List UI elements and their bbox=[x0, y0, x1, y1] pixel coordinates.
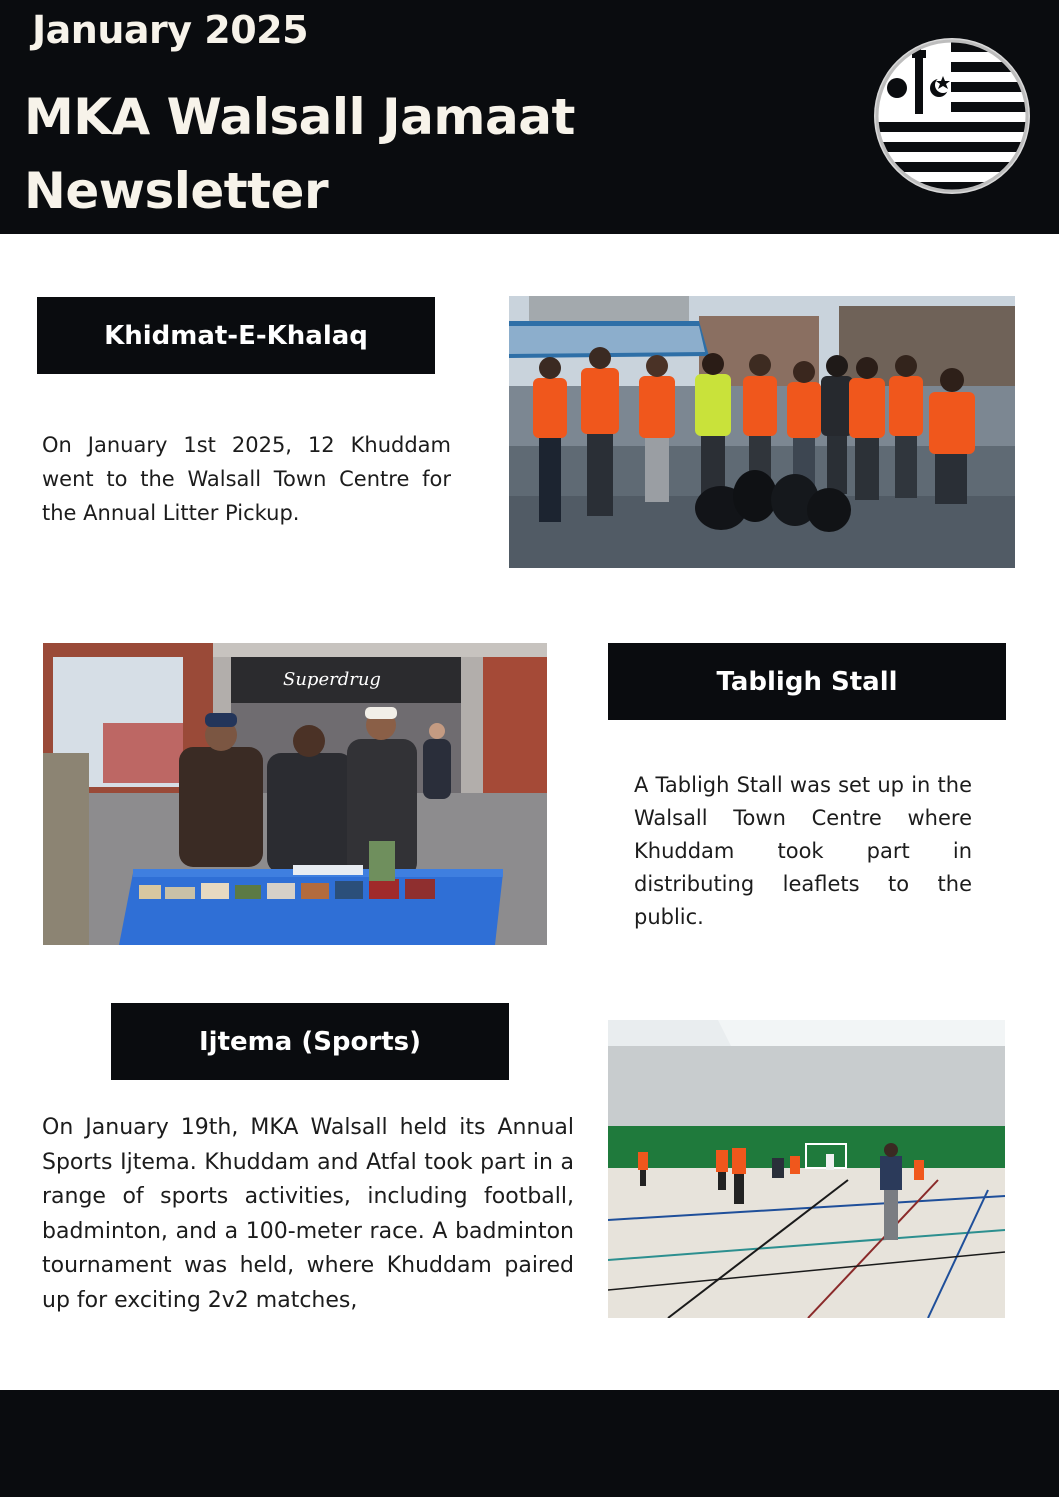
newsletter-title: MKA Walsall Jamaat Newsletter bbox=[24, 88, 575, 220]
newsletter-header bbox=[0, 0, 1059, 234]
issue-date: January 2025 bbox=[32, 8, 309, 52]
photo-litter-pickup bbox=[509, 296, 1015, 568]
section-label-ijtema: Ijtema (Sports) bbox=[111, 1003, 509, 1080]
photo-tabligh-stall bbox=[43, 643, 547, 945]
section-text-tabligh: A Tabligh Stall was set up in the Walsall Town Centre where Khuddam took part in distributing leaflets to the public. bbox=[634, 773, 972, 929]
section-text-ijtema: On January 19th, MKA Walsall held its Annual Sports Ijtema. Khuddam and Atfal took part in a range of sports activities, including football, badminton, and a 100-meter race. A badminton tournament was held, where Khuddam paired up for exciting 2v2 matches, bbox=[42, 1115, 574, 1313]
section-text-khidmat: On January 1st 2025, 12 Khuddam went to the Walsall Town Centre for the Annual Litter Pickup. bbox=[42, 433, 451, 525]
newsletter-footer bbox=[0, 1390, 1059, 1497]
section-label-tabligh: Tabligh Stall bbox=[608, 643, 1006, 720]
photo-sports-hall bbox=[608, 1020, 1005, 1318]
superdrug-sign: Superdrug bbox=[283, 669, 381, 690]
section-label-khidmat: Khidmat-E-Khalaq bbox=[37, 297, 435, 374]
mka-flag-logo-icon bbox=[873, 36, 1031, 196]
